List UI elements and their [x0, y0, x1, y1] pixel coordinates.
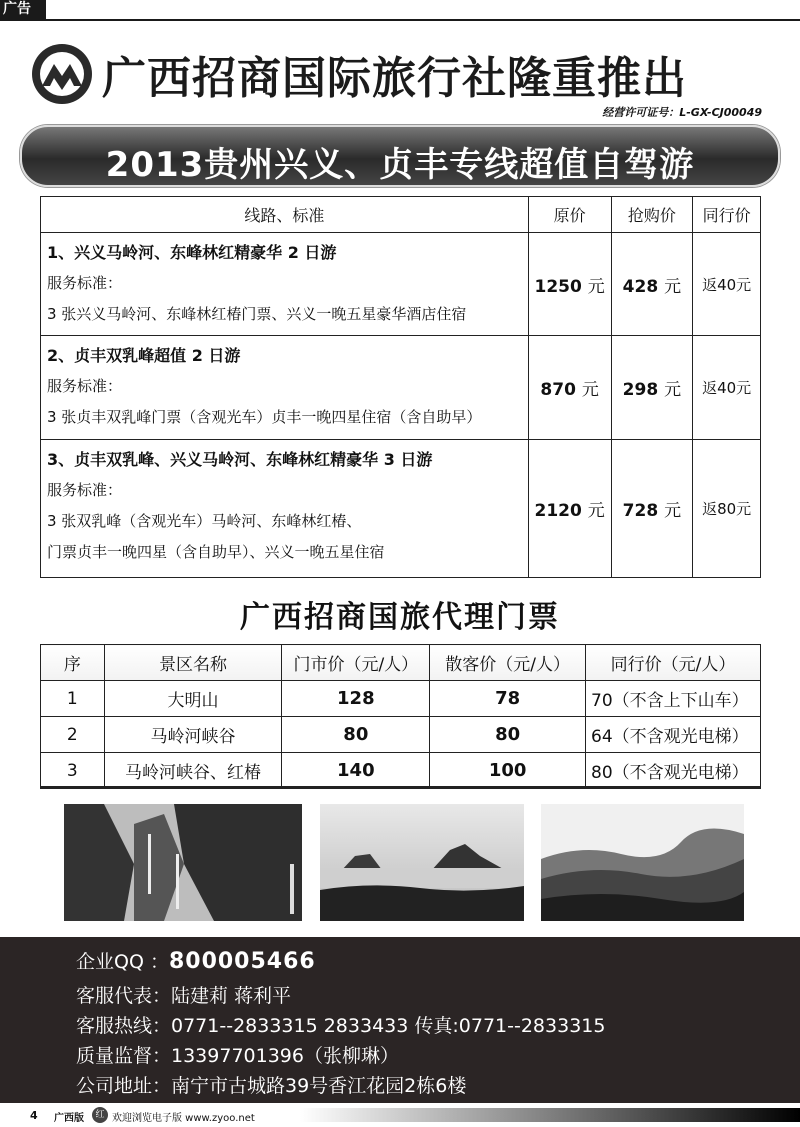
service-line: 3 张双乳峰（含观光车）马岭河、东峰林红椿、 — [47, 512, 362, 530]
header-peer-price: 同行价（元/人） — [586, 645, 761, 681]
price-value: 728 — [622, 501, 659, 521]
ticket-no: 1 — [41, 681, 105, 717]
table-row — [41, 440, 761, 578]
tickets-header-row — [41, 645, 761, 681]
tickets-section-title: 广西招商国旅代理门票 — [240, 600, 560, 635]
ticket-walkin-price: 100 — [430, 753, 586, 789]
ticket-walkin-price: 78 — [430, 681, 586, 717]
page-number: 4 — [30, 1109, 38, 1122]
website-text: 欢迎浏览电子版 www.zyoo.net — [112, 1113, 255, 1124]
header-sale-price: 抢购价 — [611, 197, 693, 233]
twin-peaks-photo — [320, 804, 524, 921]
ticket-scenic-name: 马岭河峡谷、红椿 — [104, 753, 282, 789]
peer-price: 返80元 — [693, 440, 761, 578]
company-logo-icon — [30, 42, 94, 106]
table-row — [41, 233, 761, 336]
contact-panel — [0, 937, 800, 1103]
service-line: 门票贞丰一晚四星（含自助早）、兴义一晚五星住宿 — [47, 543, 385, 561]
ticket-scenic-name: 马岭河峡谷 — [104, 717, 282, 753]
forest-peaks-photo — [541, 804, 744, 921]
sale-price — [611, 233, 693, 336]
edition-label: 广西版 — [54, 1113, 84, 1124]
price-unit: 元 — [664, 380, 682, 400]
original-price — [528, 233, 611, 336]
address-line: 公司地址：南宁市古城路39号香江花园2栋6楼 — [76, 1075, 467, 1097]
peer-price: 返40元 — [693, 336, 761, 440]
route-description — [41, 233, 529, 336]
sale-price — [611, 440, 693, 578]
route-title: 1、兴义马岭河、东峰林红精豪华 2 日游 — [47, 243, 337, 262]
header-original-price: 原价 — [528, 197, 611, 233]
route-description — [41, 336, 529, 440]
footer-gradient-bar — [300, 1108, 800, 1122]
price-unit: 元 — [587, 276, 605, 297]
route-title: 2、贞丰双乳峰超值 2 日游 — [47, 346, 241, 365]
table-row — [41, 336, 761, 440]
price-value: 1250 — [534, 276, 582, 297]
service-label: 服务标准： — [47, 481, 123, 499]
header-route: 线路、标准 — [41, 197, 529, 233]
ticket-retail-price: 80 — [282, 717, 430, 753]
service-label: 服务标准： — [47, 274, 123, 292]
ticket-peer-price: 64（不含观光电梯） — [586, 717, 761, 753]
price-value: 870 — [540, 380, 576, 400]
promo-banner — [20, 125, 780, 187]
route-description — [41, 440, 529, 578]
routes-header-row — [41, 197, 761, 233]
price-unit: 元 — [664, 501, 682, 521]
qq-line — [76, 947, 316, 974]
service-line: 3 张贞丰双乳峰门票（含观光车）贞丰一晚四星住宿（含自助早） — [47, 408, 482, 426]
service-rep-line: 客服代表：陆建莉 蒋利平 — [76, 985, 292, 1007]
header-scenic-name: 景区名称 — [104, 645, 282, 681]
supervision-line: 质量监督：13397701396（张柳琳） — [76, 1045, 399, 1067]
canyon-waterfall-photo — [64, 804, 302, 921]
header-no: 序 — [41, 645, 105, 681]
table-row — [41, 717, 761, 753]
ticket-no: 2 — [41, 717, 105, 753]
ad-label: 广告 — [0, 0, 46, 19]
price-value: 428 — [622, 276, 659, 297]
ticket-peer-price: 80（不含观光电梯） — [586, 753, 761, 789]
top-rule — [0, 19, 800, 21]
page-footer — [0, 1103, 800, 1127]
route-title: 3、贞丰双乳峰、兴义马岭河、东峰林红精豪华 3 日游 — [47, 450, 433, 469]
service-label: 服务标准： — [47, 377, 123, 395]
hotline-line: 客服热线：0771--2833315 2833433 传真:0771--2833315 — [76, 1015, 606, 1037]
ticket-retail-price: 140 — [282, 753, 430, 789]
original-price — [528, 440, 611, 578]
ticket-no: 3 — [41, 753, 105, 789]
tickets-bottom-rule — [40, 786, 761, 789]
header-walkin-price: 散客价（元/人） — [430, 645, 586, 681]
table-row — [41, 753, 761, 789]
tickets-table — [40, 644, 761, 789]
service-line: 3 张兴义马岭河、东峰林红椿门票、兴义一晚五星豪华酒店住宿 — [47, 305, 467, 323]
qq-number: 800005466 — [168, 949, 316, 974]
license-number: 经营许可证号：L-GX-CJ00049 — [602, 106, 762, 119]
header-peer-price: 同行价 — [693, 197, 761, 233]
table-row — [41, 681, 761, 717]
qq-label: 企业QQ ： — [76, 951, 169, 973]
ticket-peer-price: 70（不含上下山车） — [586, 681, 761, 717]
peer-price: 返40元 — [693, 233, 761, 336]
ticket-retail-price: 128 — [282, 681, 430, 717]
edition-badge-icon: 红 — [92, 1107, 108, 1123]
price-unit: 元 — [664, 276, 682, 297]
sale-price — [611, 336, 693, 440]
promo-banner-text: 2013贵州兴义、贞丰专线超值自驾游 — [105, 145, 695, 185]
price-value: 2120 — [534, 501, 582, 521]
page-title: 广西招商国际旅行社隆重推出 — [102, 53, 687, 104]
header-retail-price: 门市价（元/人） — [282, 645, 430, 681]
ticket-scenic-name: 大明山 — [104, 681, 282, 717]
price-value: 298 — [622, 380, 659, 400]
routes-table — [40, 196, 761, 578]
original-price — [528, 336, 611, 440]
price-unit: 元 — [587, 501, 605, 521]
price-unit: 元 — [581, 380, 599, 400]
ticket-walkin-price: 80 — [430, 717, 586, 753]
